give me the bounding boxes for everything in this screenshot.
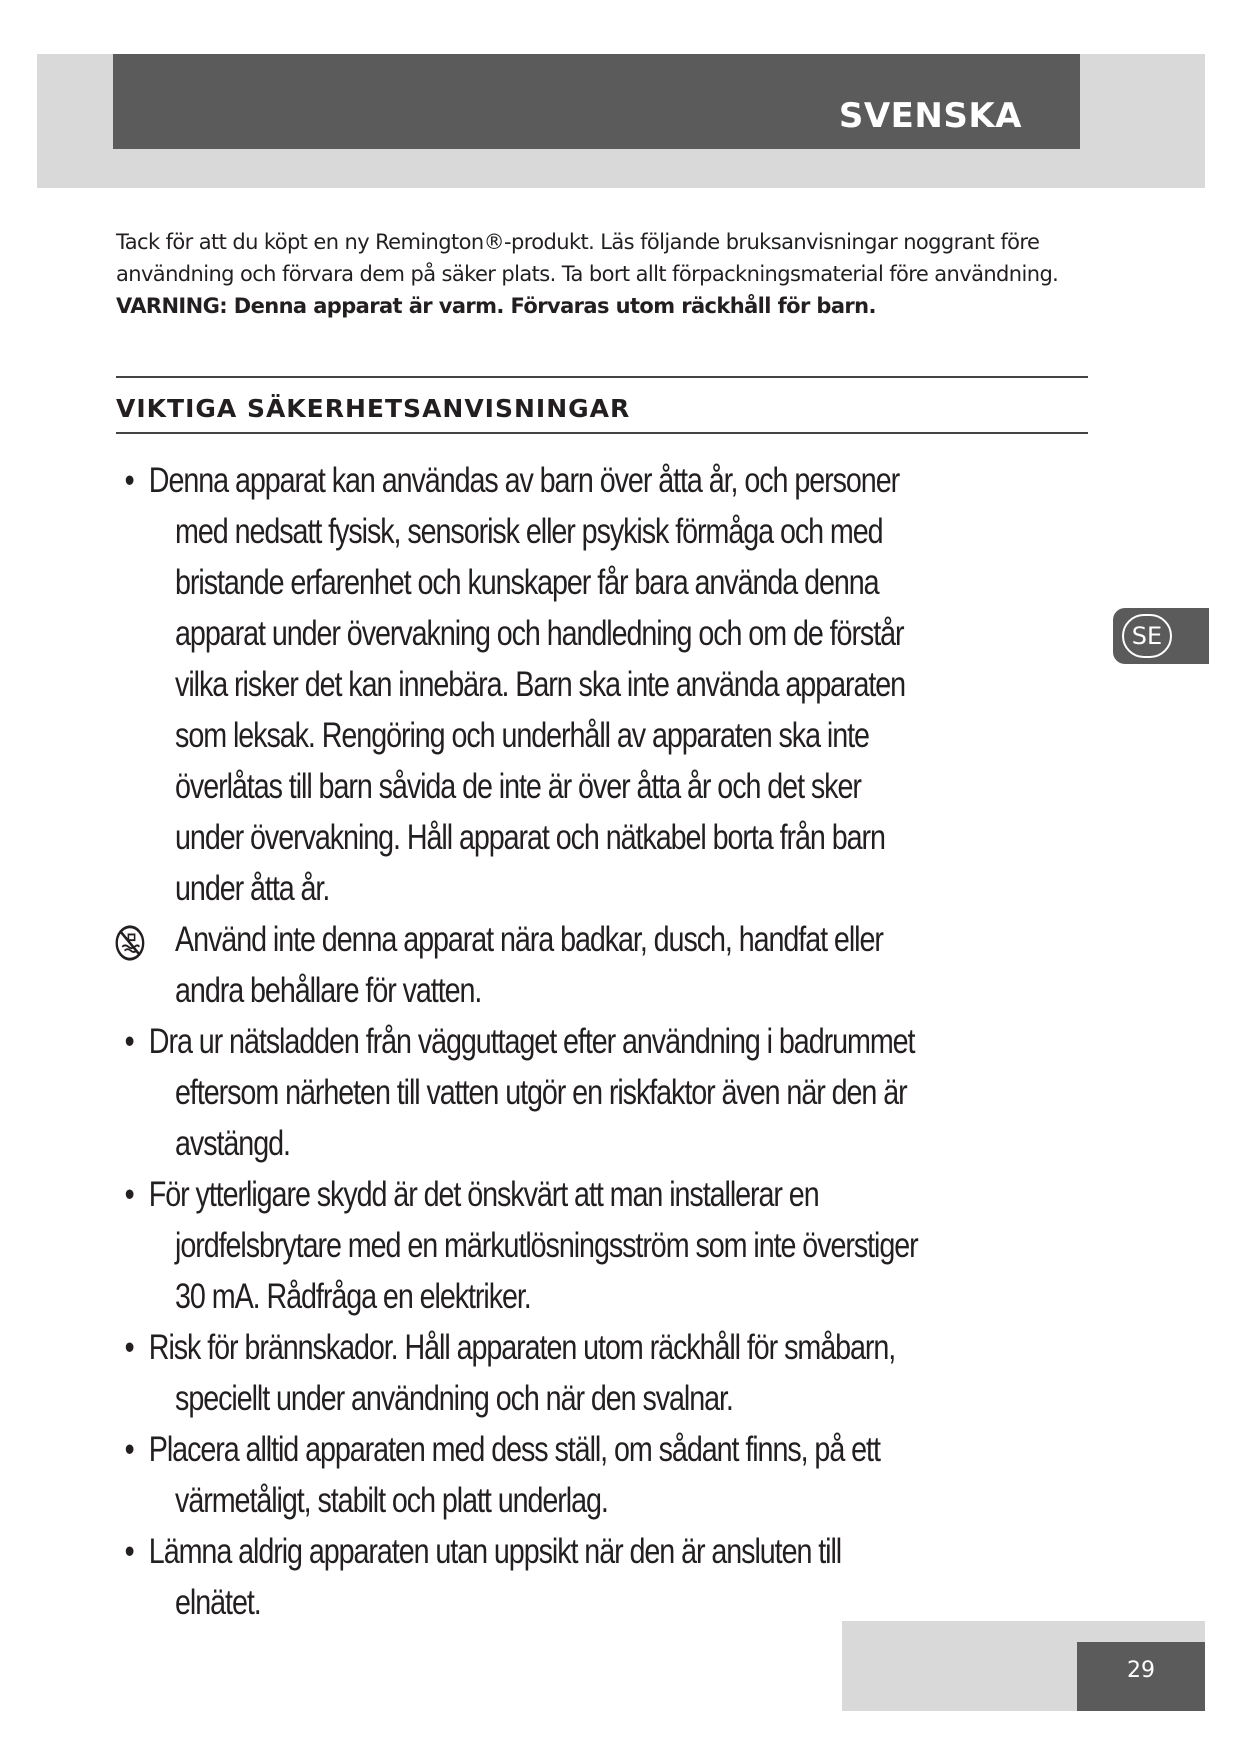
list-item-text: Placera alltid apparaten med dess ställ, om sådant finns, på ett värmetåligt, stabilt och platt underlag. (148, 1430, 880, 1520)
list-item-text: Dra ur nätsladden från vägguttaget efter användning i badrummet eftersom närheten till vatten utgör en riskfaktor även när den är avstängd. (148, 1022, 915, 1163)
list-item (116, 455, 920, 914)
section-rule-top (116, 376, 1088, 378)
bullet-marker: • (124, 461, 134, 500)
list-item (116, 1169, 920, 1322)
list-item (116, 914, 920, 1016)
safety-instructions-list (116, 455, 920, 1628)
list-item (116, 1322, 920, 1424)
list-item-text: Använd inte denna apparat nära badkar, dusch, handfat eller andra behållare för vatten. (175, 920, 883, 1010)
list-item-text: Denna apparat kan användas av barn över åtta år, och personer med nedsatt fysisk, sensorisk eller psykisk förmåga och med bristande erfarenhet och kunskaper får bara använda denna apparat under övervakning och handledning och om de förstår vilka risker det kan innebära. Barn ska inte använda apparaten som leksak. Rengöring och underhåll av apparaten ska inte överlåtas till barn såvida de inte är över åtta år och det sker under övervakning. Håll apparat och nätkabel borta från barn under åtta år. (148, 461, 906, 908)
header-bar (113, 54, 1080, 149)
list-item-text: Lämna aldrig apparaten utan uppsikt när den är ansluten till elnätet. (148, 1532, 842, 1622)
bullet-marker: • (124, 1175, 134, 1214)
section-rule-bottom (116, 432, 1088, 434)
list-item-text: Risk för brännskador. Håll apparaten utom räckhåll för småbarn, speciellt under användning och när den svalnar. (148, 1328, 896, 1418)
intro-section (116, 226, 1076, 322)
list-item-text: För ytterligare skydd är det önskvärt att man installerar en jordfelsbrytare med en märkutlösningsström som inte överstiger 30 mA. Rådfråga en elektriker. (148, 1175, 918, 1316)
page-number: 29 (1127, 1658, 1155, 1683)
list-item (116, 1526, 920, 1628)
page-language-title: SVENSKA (838, 96, 1022, 136)
language-side-tab (1113, 608, 1209, 664)
list-item (116, 1016, 920, 1169)
warning-text: VARNING: Denna apparat är varm. Förvaras utom räckhåll för barn. (116, 294, 876, 318)
no-water-icon (114, 924, 145, 962)
section-title: VIKTIGA SÄKERHETSANVISNINGAR (116, 394, 631, 423)
language-badge: SE (1122, 614, 1172, 658)
bullet-marker: • (124, 1022, 134, 1061)
bullet-marker: • (124, 1532, 134, 1571)
list-item (116, 1424, 920, 1526)
bullet-marker: • (124, 1430, 134, 1469)
bullet-marker: • (124, 1328, 134, 1367)
intro-text: Tack för att du köpt en ny Remington®-produkt. Läs följande bruksanvisningar noggrant före användning och förvara dem på säker plats. Ta bort allt förpackningsmaterial före användning. (116, 230, 1059, 286)
footer-page-box (1077, 1642, 1205, 1711)
